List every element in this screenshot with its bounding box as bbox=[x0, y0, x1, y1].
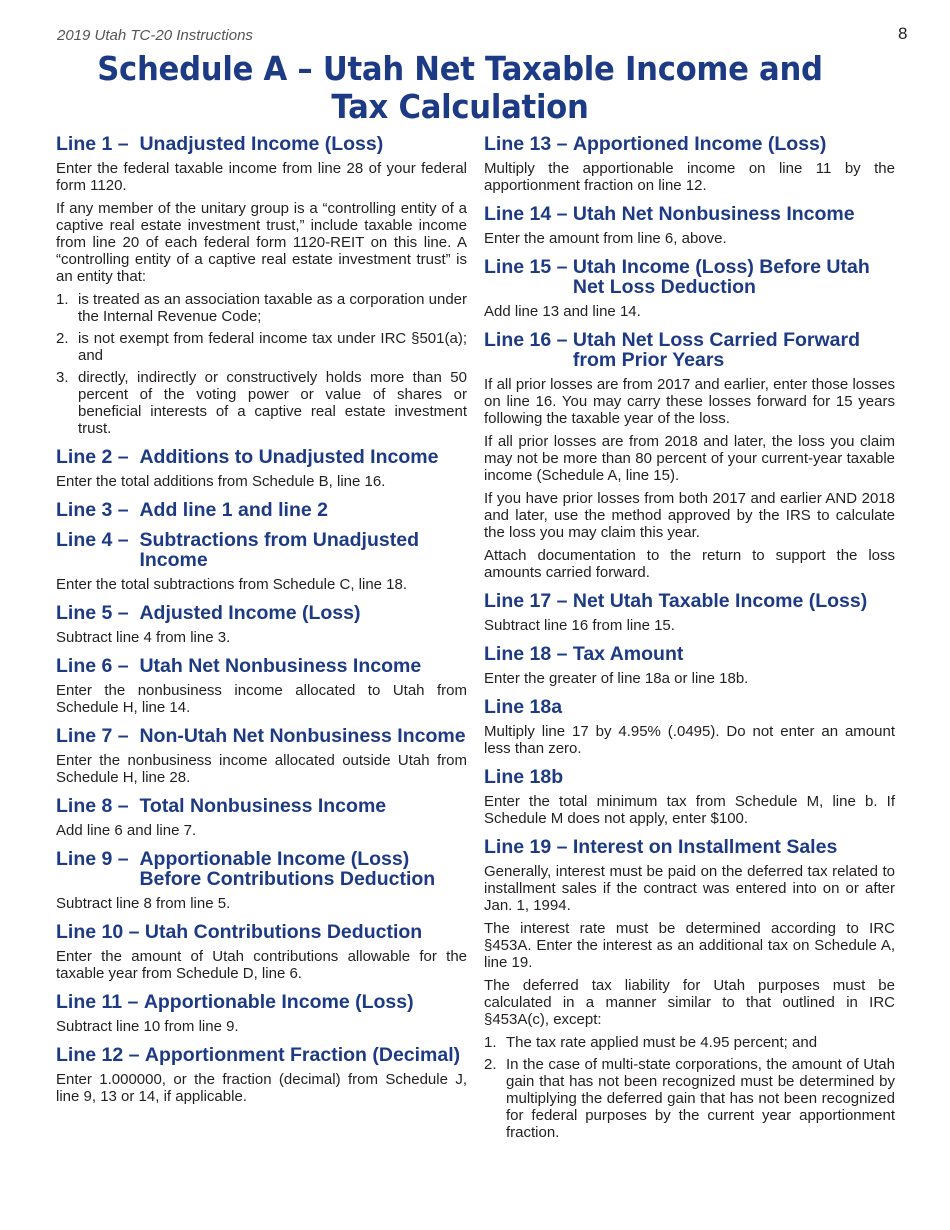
line-title: Apportionable Income (Loss) bbox=[143, 991, 414, 1013]
paragraph: Add line 13 and line 14. bbox=[484, 303, 641, 320]
line-label: Line 13 – bbox=[484, 133, 573, 155]
instruction-section bbox=[56, 849, 467, 912]
line-label: Line 14 – bbox=[484, 203, 573, 225]
paragraph: Enter 1.000000, or the fraction (decimal) from Schedule J, line 9, 13 or 14, if applicable. bbox=[56, 1071, 467, 1105]
paragraph: Subtract line 8 from line 5. bbox=[56, 895, 231, 912]
paragraph: If any member of the unitary group is a “controlling entity of a captive real estate investment trust,” include taxable income from line 20 of each federal form 1120-REIT on this line. A “controlling entity of a captive real estate investment trust” is an entity that: bbox=[56, 200, 467, 285]
paragraph: Generally, interest must be paid on the deferred tax related to installment sales if the contract was entered into on or after Jan. 1, 1994. bbox=[484, 863, 895, 914]
section-heading bbox=[484, 330, 895, 370]
line-title: Total Nonbusiness Income bbox=[139, 795, 387, 817]
instruction-section bbox=[484, 257, 895, 320]
line-title: Apportionable Income (Loss) Before Contributions Deduction bbox=[139, 848, 436, 890]
line-label: Line 17 – bbox=[484, 590, 573, 612]
paragraph: Enter the greater of line 18a or line 18b. bbox=[484, 670, 749, 687]
section-heading bbox=[56, 656, 467, 676]
line-title: Subtractions from Unadjusted Income bbox=[139, 529, 419, 571]
instruction-section bbox=[56, 726, 467, 786]
line-label: Line 5 – bbox=[56, 602, 140, 624]
section-heading bbox=[484, 257, 895, 297]
instruction-section bbox=[56, 603, 467, 646]
paragraph: Multiply the apportionable income on line 11 by the apportionment fraction on line 12. bbox=[484, 160, 895, 194]
line-label: Line 10 – bbox=[56, 921, 145, 943]
section-heading bbox=[484, 697, 895, 717]
left-column bbox=[56, 134, 467, 1115]
line-title: Add line 1 and line 2 bbox=[139, 499, 328, 521]
line-title: Utah Contributions Deduction bbox=[144, 921, 423, 943]
numbered-list bbox=[56, 291, 467, 437]
paragraph: Enter the total minimum tax from Schedule M, line b. If Schedule M does not apply, enter $100. bbox=[484, 793, 895, 827]
section-heading bbox=[56, 992, 467, 1012]
line-title: Line 18b bbox=[484, 766, 564, 788]
line-title: Interest on Installment Sales bbox=[572, 836, 838, 858]
section-heading bbox=[56, 500, 467, 520]
line-title: Adjusted Income (Loss) bbox=[139, 602, 361, 624]
section-heading bbox=[56, 134, 467, 154]
instruction-section bbox=[56, 922, 467, 982]
instruction-section bbox=[484, 330, 895, 581]
instruction-section bbox=[484, 591, 895, 634]
paragraph: Subtract line 4 from line 3. bbox=[56, 629, 231, 646]
instruction-section bbox=[56, 796, 467, 839]
line-label: Line 4 – bbox=[56, 529, 140, 551]
section-heading bbox=[484, 837, 895, 857]
paragraph: If all prior losses are from 2018 and later, the loss you claim may not be more than 80 percent of your current-year taxable income (Schedule A, line 15). bbox=[484, 433, 895, 484]
line-title: Line 18a bbox=[484, 696, 563, 718]
list-item: 3. directly, indirectly or constructively holds more than 50 percent of the voting power or value of shares or beneficial interests of a captive real estate investment trust. bbox=[56, 369, 467, 437]
paragraph: Add line 6 and line 7. bbox=[56, 822, 197, 839]
line-label: Line 2 – bbox=[56, 446, 140, 468]
line-title: Additions to Unadjusted Income bbox=[139, 446, 439, 468]
paragraph: Multiply line 17 by 4.95% (.0495). Do not enter an amount less than zero. bbox=[484, 723, 895, 757]
paragraph: Enter the total subtractions from Schedule C, line 18. bbox=[56, 576, 408, 593]
section-heading bbox=[56, 796, 467, 816]
line-label: Line 19 – bbox=[484, 836, 573, 858]
instruction-section bbox=[56, 530, 467, 593]
line-title: Tax Amount bbox=[572, 643, 684, 665]
line-label: Line 1 – bbox=[56, 133, 140, 155]
section-heading bbox=[56, 849, 467, 889]
paragraph: If all prior losses are from 2017 and earlier, enter those losses on line 16. You may carry these losses forward for 15 years following the taxable year of the loss. bbox=[484, 376, 895, 427]
line-label: Line 8 – bbox=[56, 795, 140, 817]
instruction-section bbox=[484, 767, 895, 827]
instruction-section bbox=[56, 992, 467, 1035]
section-heading bbox=[484, 767, 895, 787]
line-label: Line 16 – bbox=[484, 329, 573, 351]
list-item: 1. is treated as an association taxable as a corporation under the Internal Revenue Code; bbox=[56, 291, 467, 325]
paragraph: Enter the amount from line 6, above. bbox=[484, 230, 727, 247]
paragraph: The interest rate must be determined according to IRC §453A. Enter the interest as an additional tax on Schedule A, line 19. bbox=[484, 920, 895, 971]
paragraph: If you have prior losses from both 2017 and earlier AND 2018 and later, use the method approved by the IRS to calculate the loss you may claim this year. bbox=[484, 490, 895, 541]
instruction-section bbox=[56, 500, 467, 520]
section-heading bbox=[484, 134, 895, 154]
instruction-section bbox=[484, 134, 895, 194]
instruction-section bbox=[484, 837, 895, 1141]
section-heading bbox=[56, 1045, 467, 1065]
instruction-section bbox=[56, 447, 467, 490]
numbered-list bbox=[484, 1034, 895, 1141]
list-item: 1. The tax rate applied must be 4.95 percent; and bbox=[484, 1034, 818, 1051]
instruction-section bbox=[484, 204, 895, 247]
instruction-section bbox=[56, 134, 467, 437]
paragraph: Subtract line 16 from line 15. bbox=[484, 617, 675, 634]
line-label: Line 15 – bbox=[484, 256, 573, 278]
paragraph: Enter the amount of Utah contributions allowable for the taxable year from Schedule D, line 6. bbox=[56, 948, 467, 982]
instruction-section bbox=[56, 656, 467, 716]
line-title: Utah Net Nonbusiness Income bbox=[139, 655, 422, 677]
paragraph: Subtract line 10 from line 9. bbox=[56, 1018, 239, 1035]
line-label: Line 18 – bbox=[484, 643, 573, 665]
paragraph: Attach documentation to the return to support the loss amounts carried forward. bbox=[484, 547, 895, 581]
section-heading bbox=[56, 726, 467, 746]
line-title: Utah Income (Loss) Before Utah Net Loss Deduction bbox=[572, 256, 870, 298]
section-heading bbox=[56, 922, 467, 942]
section-heading bbox=[56, 530, 467, 570]
paragraph: Enter the total additions from Schedule B, line 16. bbox=[56, 473, 386, 490]
line-label: Line 6 – bbox=[56, 655, 140, 677]
list-item: 2. is not exempt from federal income tax under IRC §501(a); and bbox=[56, 330, 467, 364]
instruction-section bbox=[484, 697, 895, 757]
line-title: Unadjusted Income (Loss) bbox=[139, 133, 384, 155]
right-column bbox=[484, 134, 895, 1151]
section-heading bbox=[56, 447, 467, 467]
instruction-section bbox=[56, 1045, 467, 1105]
line-label: Line 9 – bbox=[56, 848, 140, 870]
list-item: 2. In the case of multi-state corporations, the amount of Utah gain that has not been recognized must be determined by multiplying the deferred gain that has not been recognized for federal purposes by the current year apportionment fraction. bbox=[484, 1056, 895, 1141]
line-label: Line 7 – bbox=[56, 725, 140, 747]
instruction-section bbox=[484, 644, 895, 687]
form-header: 2019 Utah TC-20 Instructions bbox=[57, 27, 253, 44]
section-heading bbox=[484, 644, 895, 664]
line-title: Utah Net Loss Carried Forward from Prior Years bbox=[572, 329, 861, 371]
line-title: Net Utah Taxable Income (Loss) bbox=[572, 590, 868, 612]
line-title: Apportionment Fraction (Decimal) bbox=[144, 1044, 461, 1066]
paragraph: The deferred tax liability for Utah purposes must be calculated in a manner similar to that outlined in IRC §453A(c), except: bbox=[484, 977, 895, 1028]
line-label: Line 12 – bbox=[56, 1044, 145, 1066]
page-title: Schedule A – Utah Net Taxable Income and Tax Calculation bbox=[97, 49, 823, 126]
section-heading bbox=[56, 603, 467, 623]
line-title: Non-Utah Net Nonbusiness Income bbox=[139, 725, 466, 747]
line-title: Apportioned Income (Loss) bbox=[572, 133, 827, 155]
paragraph: Enter the nonbusiness income allocated outside Utah from Schedule H, line 28. bbox=[56, 752, 467, 786]
line-label: Line 11 – bbox=[56, 991, 144, 1013]
page-number: 8 bbox=[898, 24, 908, 43]
paragraph: Enter the nonbusiness income allocated to Utah from Schedule H, line 14. bbox=[56, 682, 467, 716]
section-heading bbox=[484, 204, 895, 224]
section-heading bbox=[484, 591, 895, 611]
line-title: Utah Net Nonbusiness Income bbox=[572, 203, 855, 225]
paragraph: Enter the federal taxable income from line 28 of your federal form 1120. bbox=[56, 160, 467, 194]
line-label: Line 3 – bbox=[56, 499, 140, 521]
